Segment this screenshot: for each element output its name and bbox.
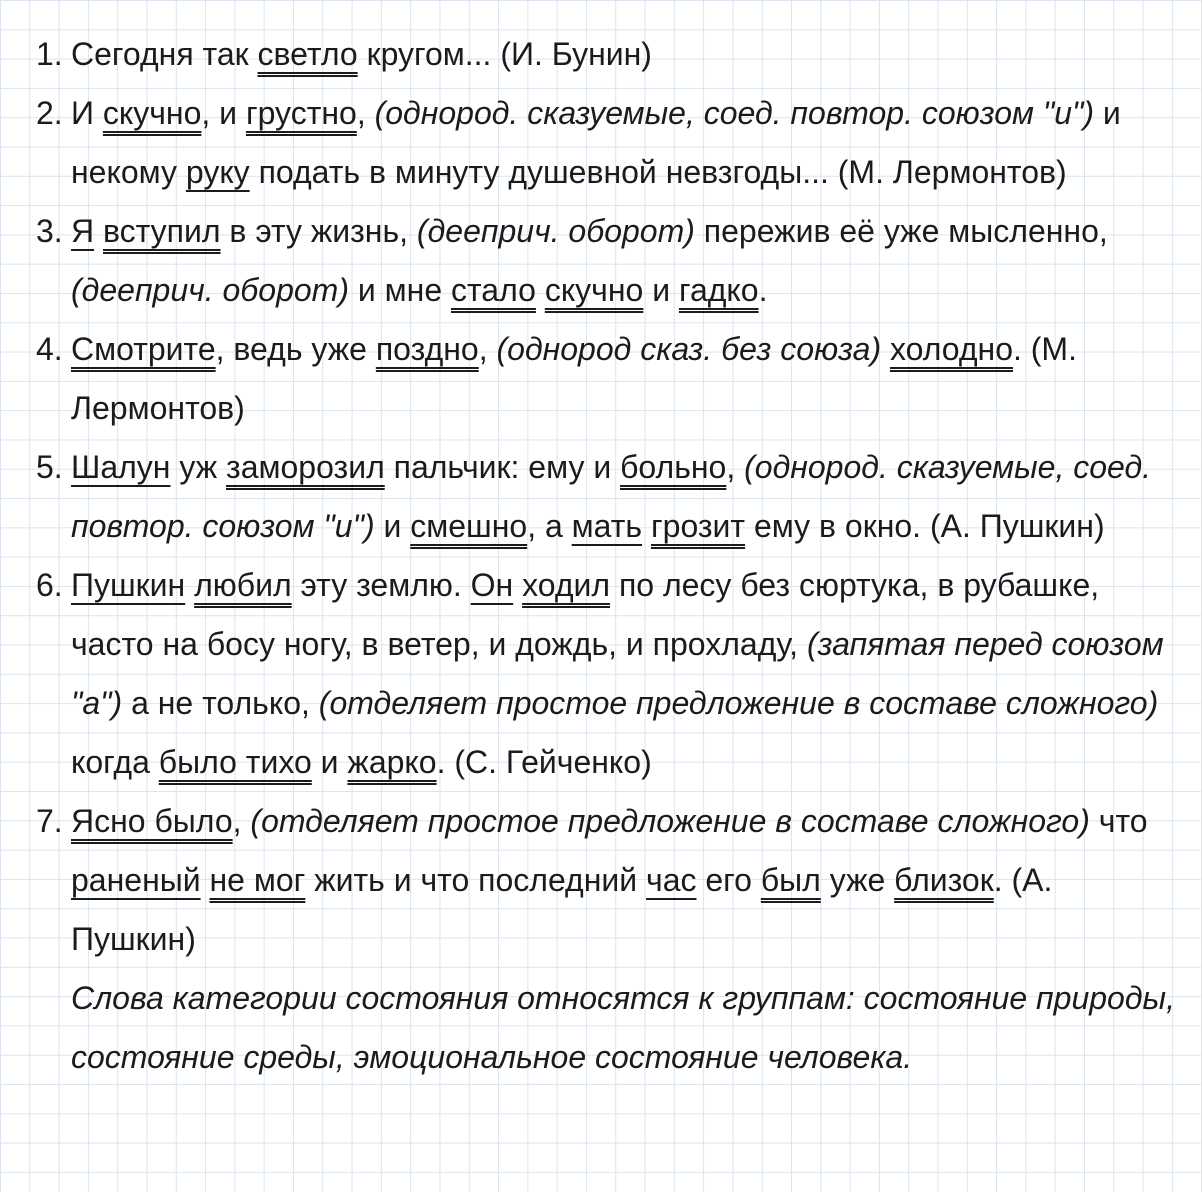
predicate-double-underline: грозит xyxy=(650,508,746,544)
text-segment xyxy=(201,862,210,898)
predicate-double-underline: поздно xyxy=(375,331,479,367)
text-segment: и некому xyxy=(71,95,1121,190)
predicate-double-underline: было тихо xyxy=(158,744,312,780)
text-segment: , xyxy=(232,803,251,839)
grammar-note: (однород сказ. без союза) xyxy=(496,331,882,367)
sentence-4 xyxy=(0,320,1202,438)
subject-underline: час xyxy=(646,862,697,898)
text-segment xyxy=(185,567,194,603)
subject-underline: Шалун xyxy=(71,449,171,485)
text-segment: и xyxy=(643,272,679,308)
text-segment: а не только, xyxy=(122,685,319,721)
item-number: 5. xyxy=(36,449,63,485)
text-segment: когда xyxy=(71,744,159,780)
predicate-double-underline: грустно xyxy=(245,95,357,131)
text-segment: что xyxy=(1089,803,1148,839)
grammar-note: (отделяет простое предложение в составе сложного) xyxy=(250,803,1090,839)
subject-underline: Я xyxy=(71,213,95,249)
item-number: 3. xyxy=(36,213,63,249)
text-segment: уж xyxy=(170,449,227,485)
predicate-double-underline: скучно xyxy=(102,95,202,131)
item-number: 4. xyxy=(36,331,63,367)
text-segment: и xyxy=(311,744,348,780)
item-number: 7. xyxy=(36,803,63,839)
grammar-note: (запятая перед союзом "а") xyxy=(71,626,1164,721)
predicate-double-underline: холодно xyxy=(889,331,1013,367)
predicate-double-underline: был xyxy=(760,862,821,898)
text-segment: , и xyxy=(201,95,246,131)
text-segment: ему в окно. (А. Пушкин) xyxy=(745,508,1105,544)
sentence-5 xyxy=(0,438,1202,556)
text-segment xyxy=(642,508,651,544)
subject-underline: раненый xyxy=(71,862,201,898)
item-number: 6. xyxy=(36,567,63,603)
text-segment: эту землю. xyxy=(291,567,471,603)
predicate-double-underline: светло xyxy=(257,36,358,72)
predicate-double-underline: стало xyxy=(451,272,536,308)
sentence-2 xyxy=(0,84,1202,202)
predicate-double-underline: больно xyxy=(620,449,727,485)
text-segment: . (А. Пушкин) xyxy=(71,862,1053,957)
predicate-double-underline: заморозил xyxy=(226,449,385,485)
text-segment xyxy=(881,331,890,367)
predicate-double-underline: скучно xyxy=(544,272,644,308)
predicate-double-underline: Ясно было xyxy=(71,803,233,839)
predicate-double-underline: гадко xyxy=(678,272,759,308)
text-segment: и мне xyxy=(348,272,451,308)
text-segment: пальчик: ему и xyxy=(384,449,621,485)
subject-underline: мать xyxy=(571,508,643,544)
predicate-double-underline: не мог xyxy=(209,862,306,898)
text-segment: кругом... (И. Бунин) xyxy=(357,36,652,72)
text-segment: . (М. Лермонтов) xyxy=(71,331,1077,426)
text-segment xyxy=(94,213,103,249)
text-segment: и xyxy=(374,508,411,544)
predicate-double-underline: Смотрите xyxy=(71,331,216,367)
text-segment: , xyxy=(356,95,375,131)
text-segment: . (С. Гейченко) xyxy=(436,744,652,780)
text-segment: Сегодня так xyxy=(71,36,258,72)
sentence-6 xyxy=(0,556,1202,792)
text-segment: жить и что последний xyxy=(305,862,647,898)
predicate-double-underline: смешно xyxy=(410,508,528,544)
grammar-note: (отделяет простое предложение в составе сложного) xyxy=(318,685,1159,721)
text-segment: в эту жизнь, xyxy=(220,213,417,249)
sentence-7 xyxy=(0,792,1202,969)
text-segment: его xyxy=(696,862,761,898)
subject-underline: Пушкин xyxy=(71,567,186,603)
conclusion-note: Слова категории состояния относятся к группам: состояние природы, состояние среды, эмоциональное состояние человека. xyxy=(71,980,1175,1075)
grammar-note: (однород. сказуемые, соед. повтор. союзом "и") xyxy=(71,449,1152,544)
grammar-note: (дееприч. оборот) xyxy=(416,213,695,249)
subject-underline: руку xyxy=(185,154,250,190)
item-number: 1. xyxy=(36,36,63,72)
subject-underline: Он xyxy=(470,567,514,603)
text-segment: , ведь уже xyxy=(215,331,376,367)
text-segment: , xyxy=(478,331,497,367)
text-segment: уже xyxy=(820,862,895,898)
text-segment: , xyxy=(726,449,745,485)
predicate-double-underline: жарко xyxy=(347,744,437,780)
predicate-double-underline: вступил xyxy=(103,213,221,249)
item-number: 2. xyxy=(36,95,63,131)
text-segment: подать в минуту душевной невзгоды... (М. Лермонтов) xyxy=(249,154,1067,190)
text-segment: пережив её уже мысленно, xyxy=(694,213,1108,249)
sentence-1 xyxy=(0,25,1202,84)
text-segment: по лесу без сюртука, в рубашке, часто на босу ногу, в ветер, и дождь, и прохладу, xyxy=(71,567,1100,662)
grammar-note: (однород. сказуемые, соед. повтор. союзом "и") xyxy=(374,95,1095,131)
predicate-double-underline: ходил xyxy=(522,567,611,603)
notebook-page xyxy=(0,25,1202,1192)
text-segment xyxy=(536,272,545,308)
text-segment xyxy=(513,567,522,603)
predicate-double-underline: близок xyxy=(894,862,994,898)
text-segment: И xyxy=(71,95,103,131)
text-segment: . xyxy=(758,272,768,308)
text-segment: , а xyxy=(527,508,572,544)
predicate-double-underline: любил xyxy=(194,567,292,603)
grammar-note: (дееприч. оборот) xyxy=(71,272,349,308)
sentence-3 xyxy=(0,202,1202,320)
